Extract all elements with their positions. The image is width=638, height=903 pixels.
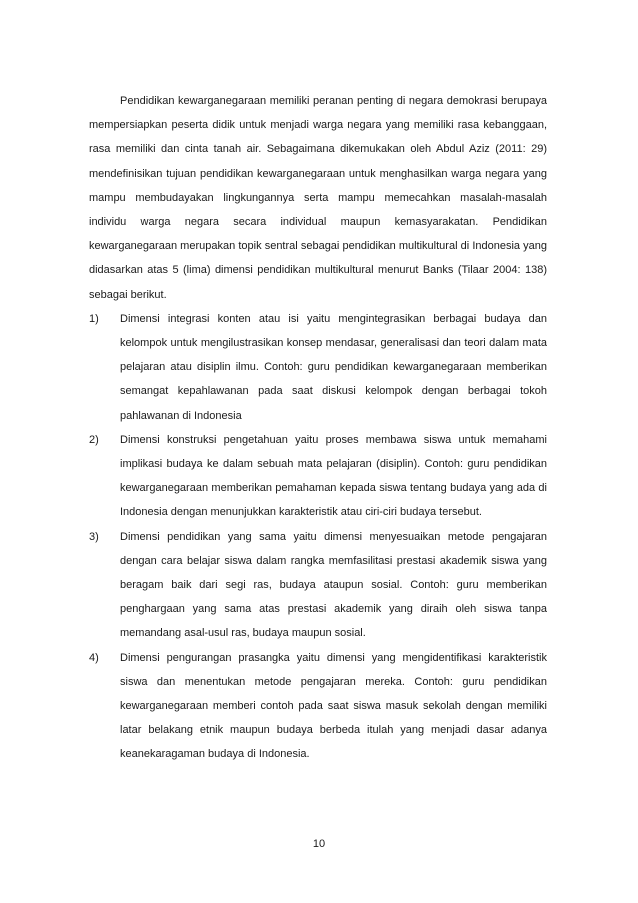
page-number: 10 bbox=[312, 838, 326, 850]
list-item-number: 1) bbox=[89, 312, 99, 325]
list-item bbox=[89, 525, 547, 646]
list-item-number: 4) bbox=[89, 651, 99, 664]
list-item-text: Dimensi pengurangan prasangka yaitu dimensi yang mengidentifikasi karakteristik siswa dan menentukan metode pengajaran mereka. Contoh: guru pendidikan kewarganegaraan memberi contoh pada saat siswa masuk sekolah dengan memiliki latar belakang etnik maupun budaya berbeda itulah yang menjadi dasar adanya keanekaragaman budaya di Indonesia. bbox=[120, 651, 547, 761]
list-item-text: Dimensi konstruksi pengetahuan yaitu proses membawa siswa untuk memahami implikasi budaya ke dalam sebuah mata pelajaran (disiplin). Contoh: guru pendidikan kewarganegaraan memberikan pemahaman kepada siswa tentang budaya yang ada di Indonesia dengan menunjukkan karakteristik atau ciri-ciri budaya tersebut. bbox=[120, 433, 547, 519]
list-item bbox=[89, 428, 547, 525]
intro-paragraph: Pendidikan kewarganegaraan memiliki peranan penting di negara demokrasi berupaya mempersiapkan peserta didik untuk menjadi warga negara yang memiliki rasa kebanggaan, rasa memiliki dan cinta tanah air. Sebagaimana dikemukakan oleh Abdul Aziz (2011: 29) mendefinisikan tujuan pendidikan kewarganegaraan untuk menghasilkan warga negara yang mampu membudayakan lingkungannya serta mampu memecahkan masalah-masalah individu warga negara secara individual maupun kemasyarakatan. Pendidikan kewarganegaraan merupakan topik sentral sebagai pendidikan multikultural di Indonesia yang didasarkan atas 5 (lima) dimensi pendidikan multikultural menurut Banks (Tilaar 2004: 138) sebagai berikut. bbox=[89, 95, 547, 301]
list-item-number: 2) bbox=[89, 433, 99, 446]
list-item bbox=[89, 646, 547, 767]
document-body bbox=[89, 89, 547, 767]
list-item-text: Dimensi integrasi konten atau isi yaitu mengintegrasikan berbagai budaya dan kelompok untuk mengilustrasikan konsep mendasar, generalisasi dan teori dalam mata pelajaran atau disiplin ilmu. Contoh: guru pendidikan kewarganegaraan memberikan semangat kepahlawanan pada saat diskusi kelompok dengan berbagai tokoh pahlawanan di Indonesia bbox=[120, 312, 547, 422]
dimension-list bbox=[89, 307, 547, 767]
list-item-number: 3) bbox=[89, 530, 99, 543]
list-item bbox=[89, 307, 547, 428]
list-item-text: Dimensi pendidikan yang sama yaitu dimensi menyesuaikan metode pengajaran dengan cara belajar siswa dalam rangka memfasilitasi prestasi akademik siswa yang beragam baik dari segi ras, budaya ataupun sosial. Contoh: guru memberikan penghargaan yang sama atas prestasi akademik yang diraih oleh siswa tanpa memandang asal-usul ras, budaya maupun sosial. bbox=[120, 530, 547, 640]
